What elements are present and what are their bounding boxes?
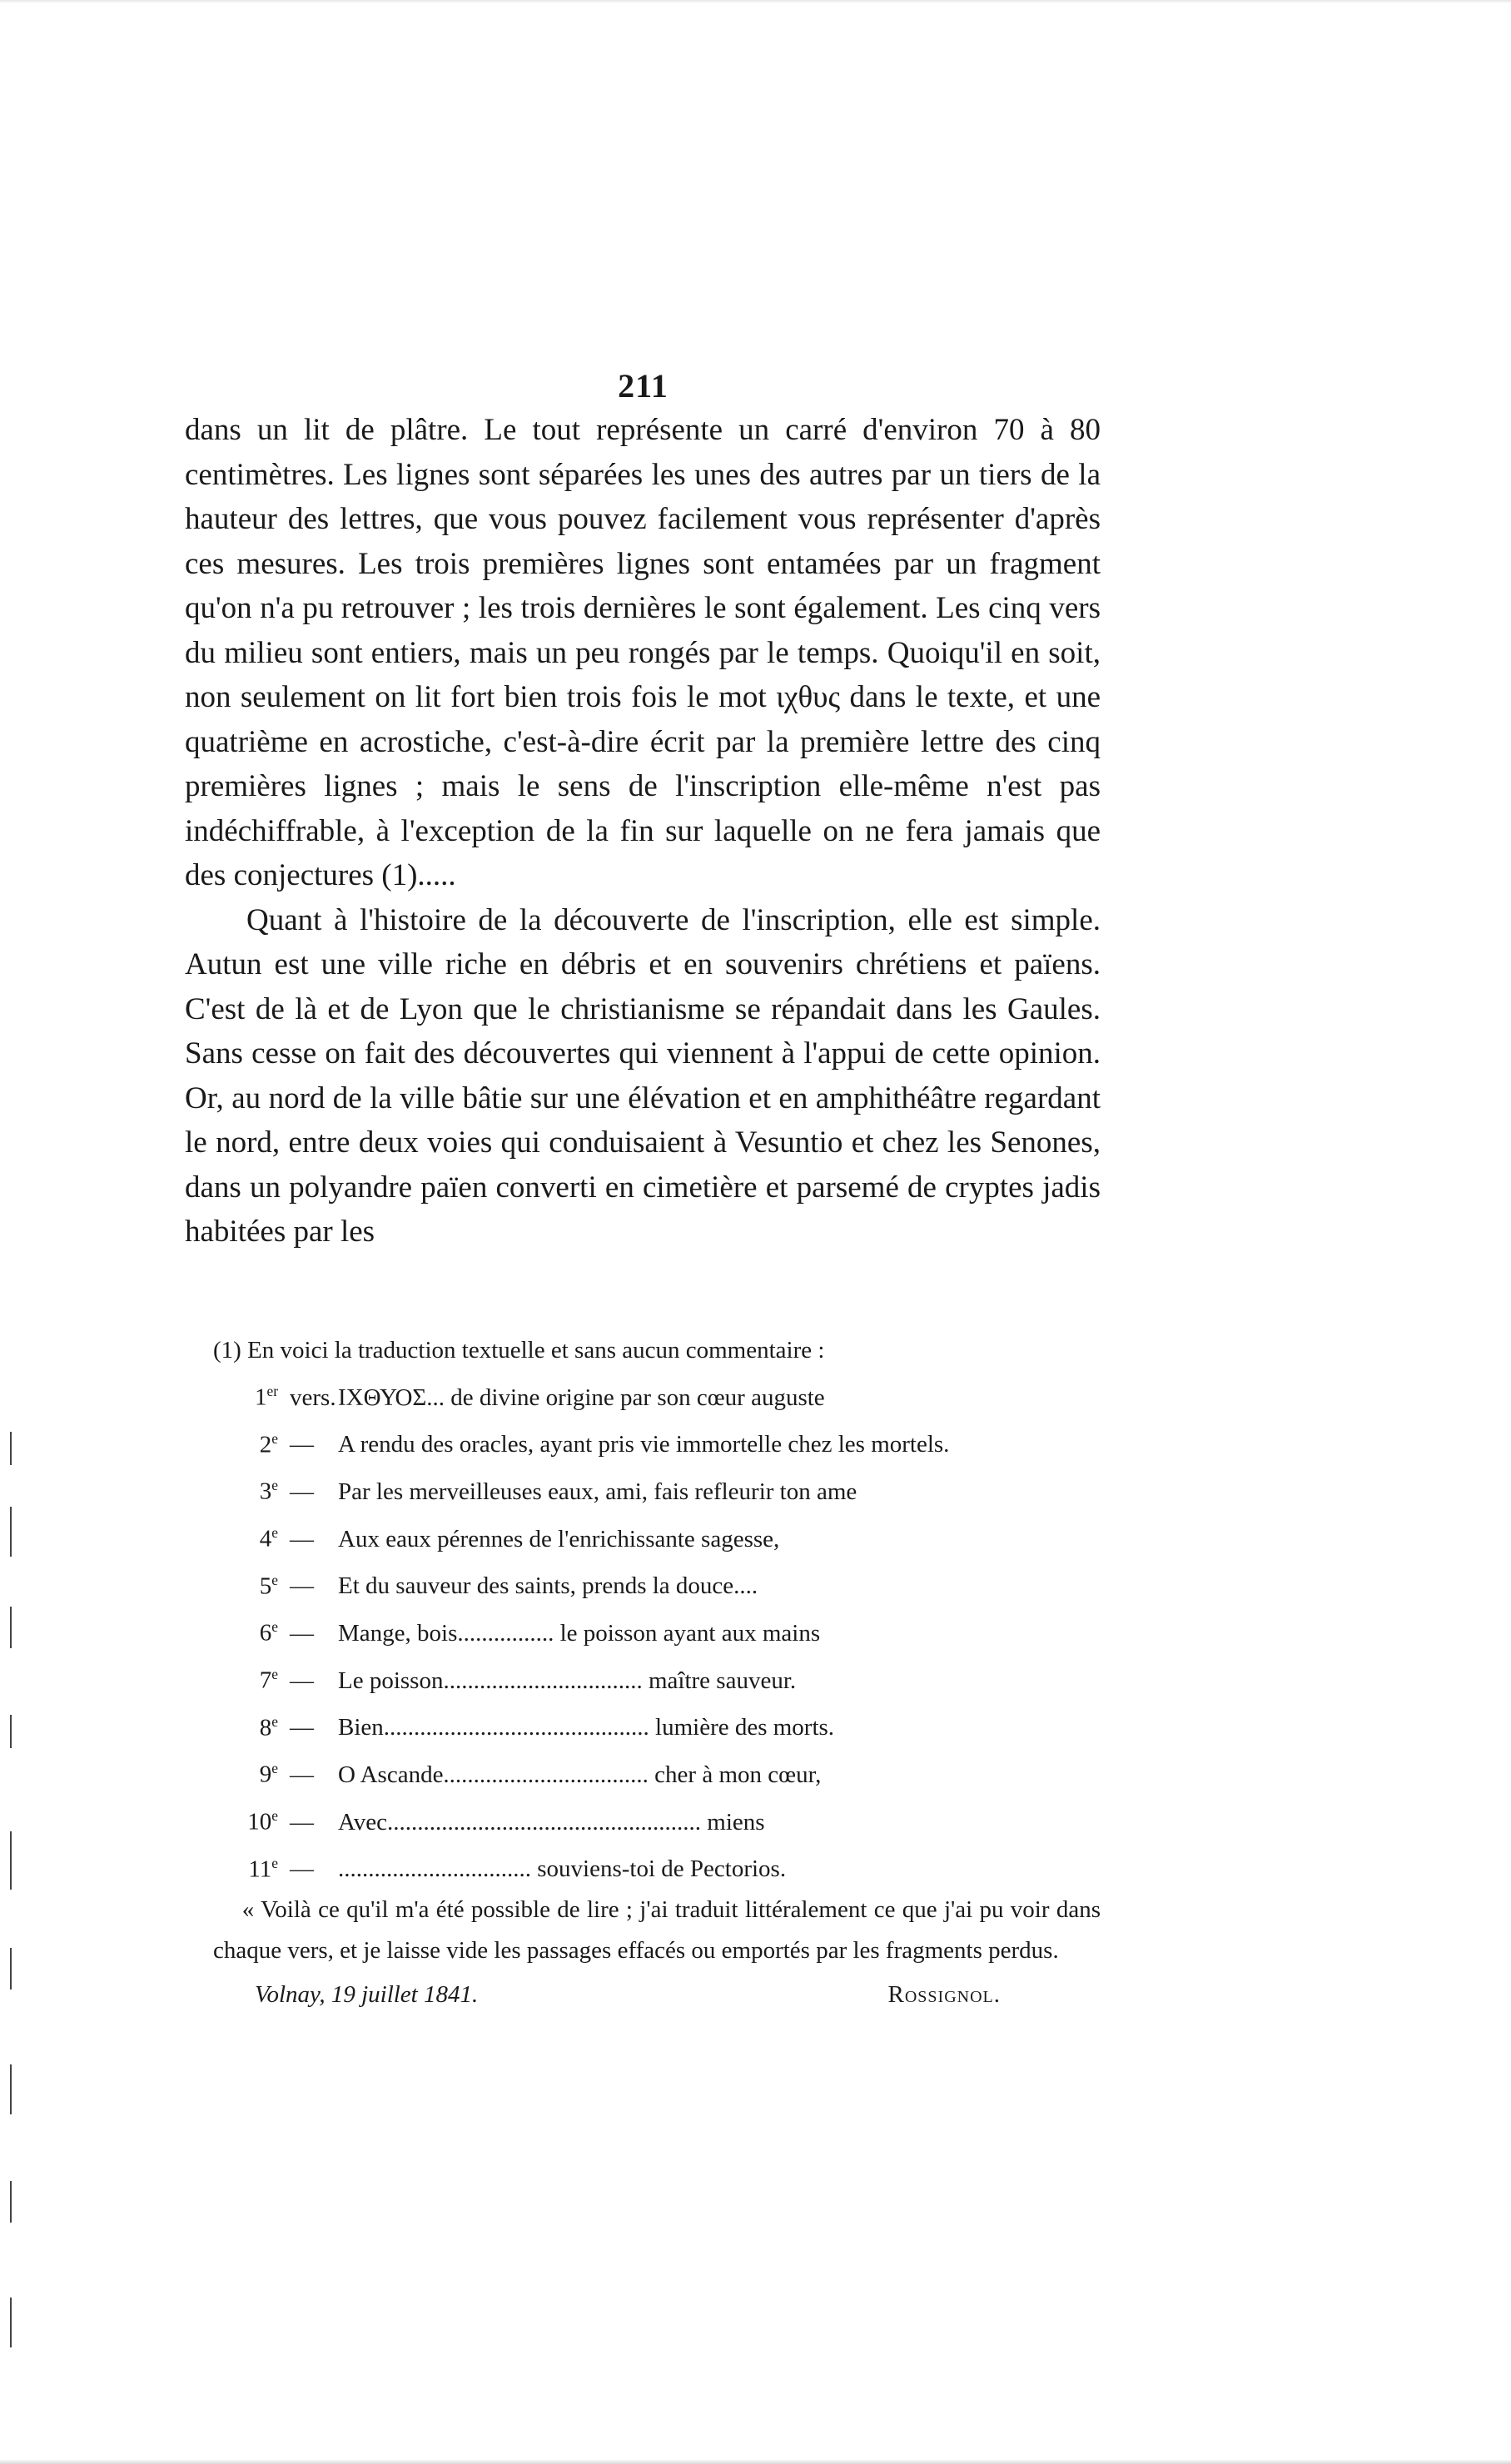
verse-row bbox=[213, 1513, 1101, 1560]
verse-number bbox=[213, 1513, 290, 1560]
verse-number-value: 1 bbox=[254, 1384, 267, 1411]
signature-row bbox=[213, 1975, 1101, 2015]
verse-number bbox=[213, 1701, 290, 1749]
paragraph-continuation: dans un lit de plâtre. Le tout représente un carré d'environ 70 à 80 centimètres. Les lignes sont séparées les unes des autres par un tiers de la hauteur des lettres, que vous pouvez facilement vous représenter d'après ces mesures. Les trois premières lignes sont entamées par un fragment qu'on n'a pu retrouver ; les trois dernières le sont également. Les cinq vers du milieu sont entiers, mais un peu rongés par le temps. Quoiqu'il en soit, non seulement on lit fort bien trois fois le mot ιχθυς dans le texte, et une quatrième en acrostiche, c'est-à-dire écrit par la première lettre des cinq premières lignes ; mais le sens de l'inscription elle-même n'est pas indéchiffrable, à l'exception de la fin sur laquelle on ne fera jamais que des conjectures (1)..... bbox=[185, 413, 1101, 892]
place-date: Volnay, 19 juillet 1841. bbox=[255, 1981, 479, 2009]
verse-dash: — bbox=[290, 1525, 314, 1552]
verse-number-suffix: e bbox=[271, 1806, 278, 1824]
verse-number-value: 9 bbox=[259, 1761, 272, 1788]
verse-row bbox=[213, 1701, 1101, 1749]
verse-text: Par les merveilleuses eaux, ami, fais refleurir ton ame bbox=[338, 1478, 857, 1505]
verse-number-value: 2 bbox=[259, 1431, 272, 1458]
verse-dash: — bbox=[290, 1761, 314, 1788]
verse-dash: vers. bbox=[290, 1384, 336, 1411]
margin-marks bbox=[10, 1415, 13, 2372]
verse-dash: — bbox=[290, 1572, 314, 1600]
scan-edge-bottom bbox=[0, 2459, 1511, 2464]
verse-text: O Ascande.................................. cher à mon cœur, bbox=[338, 1761, 822, 1788]
verse-text: A rendu des oracles, ayant pris vie immortelle chez les mortels. bbox=[338, 1431, 950, 1458]
verse-text: Le poisson................................. maître sauveur. bbox=[338, 1667, 797, 1694]
verse-list bbox=[213, 1371, 1101, 1890]
verse-number-value: 10 bbox=[247, 1808, 272, 1836]
verse-row bbox=[213, 1371, 1101, 1418]
verse-text: Aux eaux pérennes de l'enrichissante sagesse, bbox=[338, 1525, 780, 1552]
margin-mark bbox=[10, 1715, 12, 1748]
verse-number-suffix: e bbox=[271, 1429, 278, 1447]
main-text bbox=[185, 408, 1101, 1254]
author-signature: Rossignol. bbox=[887, 1981, 1001, 2009]
verse-number-value: 11 bbox=[248, 1855, 272, 1883]
margin-mark bbox=[10, 1831, 12, 1890]
verse-row bbox=[213, 1654, 1101, 1701]
verse-dash: — bbox=[290, 1855, 314, 1883]
verse-number bbox=[213, 1843, 290, 1890]
verse-number-suffix: e bbox=[271, 1523, 278, 1541]
footnote-intro: (1) En voici la traduction textuelle et sans aucun commentaire : bbox=[213, 1337, 825, 1364]
verse-number-suffix: e bbox=[271, 1477, 278, 1494]
verse-number-suffix: e bbox=[271, 1571, 278, 1588]
page-number: 211 bbox=[618, 367, 669, 405]
margin-mark bbox=[10, 1948, 12, 1990]
verse-dash: — bbox=[290, 1667, 314, 1694]
verse-row bbox=[213, 1796, 1101, 1843]
verse-dash: — bbox=[290, 1714, 314, 1741]
verse-number bbox=[213, 1418, 290, 1466]
verse-number-value: 5 bbox=[259, 1572, 272, 1600]
verse-row bbox=[213, 1418, 1101, 1466]
verse-text: Mange, bois................ le poisson ayant aux mains bbox=[338, 1619, 821, 1647]
verse-number bbox=[213, 1371, 290, 1418]
verse-text: Avec.................................................... miens bbox=[338, 1808, 765, 1836]
verse-text: Bien............................................ lumière des morts. bbox=[338, 1714, 835, 1741]
margin-mark bbox=[10, 2298, 12, 2347]
verse-number-value: 7 bbox=[259, 1667, 272, 1694]
verse-text: ................................ souviens-toi de Pectorios. bbox=[338, 1855, 787, 1883]
paragraph-discovery: Quant à l'histoire de la découverte de l'inscription, elle est simple. Autun est une ville riche en débris et en souvenirs chrétiens et païens. C'est de là et de Lyon que le christianisme se répandait dans les Gaules. Sans cesse on fait des découvertes qui viennent à l'appui de cette opinion. Or, au nord de la ville bâtie sur une élévation et en amphithéâtre regardant le nord, entre deux voies qui conduisaient à Vesuntio et chez les Senones, dans un polyandre païen converti en cimetière et parsemé de cryptes jadis habitées par les bbox=[185, 902, 1101, 1249]
margin-mark bbox=[10, 1432, 12, 1465]
verse-number bbox=[213, 1748, 290, 1796]
verse-text: Et du sauveur des saints, prends la douce.... bbox=[338, 1572, 758, 1600]
verse-number-suffix: e bbox=[271, 1760, 278, 1777]
verse-number-value: 8 bbox=[259, 1714, 272, 1741]
verse-number-suffix: e bbox=[271, 1665, 278, 1682]
margin-mark bbox=[10, 1507, 12, 1557]
verse-number-value: 3 bbox=[259, 1478, 272, 1505]
verse-number bbox=[213, 1654, 290, 1701]
verse-number bbox=[213, 1607, 290, 1654]
verse-row bbox=[213, 1465, 1101, 1513]
verse-number-suffix: e bbox=[271, 1618, 278, 1636]
scan-edge-top bbox=[0, 0, 1511, 3]
verse-number bbox=[213, 1560, 290, 1607]
verse-dash: — bbox=[290, 1808, 314, 1836]
verse-dash: — bbox=[290, 1431, 314, 1458]
verse-row bbox=[213, 1560, 1101, 1607]
verse-dash: — bbox=[290, 1619, 314, 1647]
verse-row bbox=[213, 1607, 1101, 1654]
verse-number bbox=[213, 1796, 290, 1843]
verse-number-suffix: e bbox=[271, 1712, 278, 1730]
verse-row bbox=[213, 1843, 1101, 1890]
footnote-closing: « Voilà ce qu'il m'a été possible de lire ; j'ai traduit littéralement ce que j'ai pu voir dans chaque vers, et je laisse vide les passages effacés ou emportés par les fragments perdus. bbox=[213, 1896, 1101, 1965]
margin-mark bbox=[10, 2064, 12, 2114]
verse-dash: — bbox=[290, 1478, 314, 1505]
verse-text: ΙΧΘΥΟΣ... de divine origine par son cœur auguste bbox=[338, 1384, 825, 1411]
verse-number-suffix: e bbox=[271, 1854, 278, 1871]
verse-number-value: 6 bbox=[259, 1619, 272, 1647]
margin-mark bbox=[10, 2181, 12, 2223]
verse-number-value: 4 bbox=[259, 1525, 272, 1552]
verse-number-suffix: er bbox=[266, 1383, 278, 1399]
footnote-block bbox=[213, 1330, 1101, 2015]
verse-number bbox=[213, 1465, 290, 1513]
margin-mark bbox=[10, 1607, 12, 1648]
verse-row bbox=[213, 1748, 1101, 1796]
